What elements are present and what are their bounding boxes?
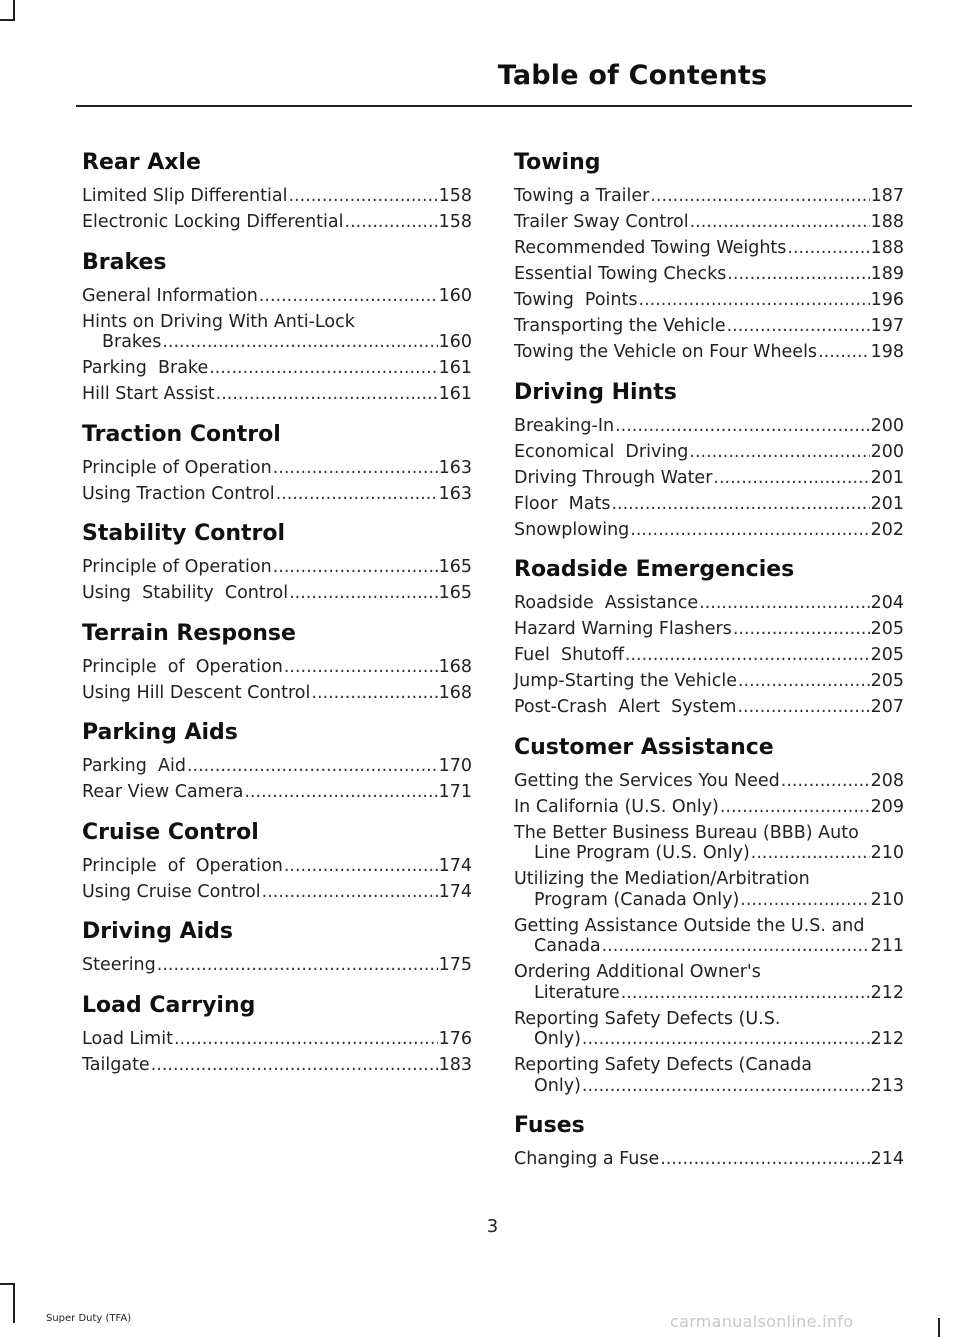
dot-leader <box>787 238 869 259</box>
section-title: Fuses <box>514 1113 585 1138</box>
toc-entry[interactable] <box>82 484 472 505</box>
dot-leader <box>751 843 870 864</box>
dot-leader <box>582 1076 870 1097</box>
entry-page-number: 212 <box>870 982 904 1003</box>
dot-leader <box>738 671 870 692</box>
section-title: Roadside Emergencies <box>514 557 795 582</box>
entry-label: Rear View Camera <box>82 782 244 802</box>
entry-page-number: 163 <box>438 483 472 504</box>
entry-label-continued: Only) <box>534 1075 581 1096</box>
toc-section <box>514 150 904 363</box>
entry-label: Utilizing the Mediation/Arbitration <box>514 869 810 889</box>
entry-page-number: 161 <box>438 358 472 378</box>
crop-mark <box>13 1283 15 1323</box>
dot-leader <box>639 290 870 311</box>
dot-leader <box>660 1149 869 1170</box>
entry-label: Using Traction Control <box>82 483 275 504</box>
dot-leader <box>615 416 870 437</box>
toc-entry[interactable] <box>514 671 904 692</box>
toc-entry[interactable] <box>514 468 904 489</box>
dot-leader <box>689 442 869 463</box>
dot-leader <box>216 384 438 405</box>
entry-label: Principle of Operation <box>82 855 283 876</box>
entry-label: Economical Driving <box>514 441 689 462</box>
entry-label: Ordering Additional Owner's <box>514 962 761 982</box>
entry-label: Towing Points <box>514 290 638 310</box>
toc-entry[interactable] <box>82 212 472 233</box>
dot-leader <box>187 756 438 777</box>
entry-page-number: 171 <box>438 782 472 802</box>
section-title: Towing <box>514 150 601 175</box>
entry-label-continued: Brakes <box>102 332 162 352</box>
entry-page-number: 175 <box>438 955 472 975</box>
crop-mark <box>13 0 15 20</box>
entry-page-number: 170 <box>438 756 472 776</box>
dot-leader <box>818 342 870 363</box>
section-title: Cruise Control <box>82 819 259 845</box>
entry-page-number: 189 <box>870 264 904 284</box>
toc-section <box>82 919 472 976</box>
entry-label: Fuel Shutoff <box>514 645 624 665</box>
entry-label: Recommended Towing Weights <box>514 238 787 258</box>
entry-label: Principle of Operation <box>82 557 272 577</box>
entry-label: Towing the Vehicle on Four Wheels <box>514 342 818 362</box>
dot-leader <box>733 619 870 640</box>
entry-label: Limited Slip Differential <box>82 186 288 206</box>
entry-label: Roadside Assistance <box>514 593 699 613</box>
toc-section <box>82 150 472 233</box>
section-title: Driving Aids <box>82 919 234 944</box>
toc-entry[interactable] <box>514 823 904 864</box>
dot-leader <box>621 983 870 1004</box>
toc-entry[interactable] <box>514 186 904 207</box>
dot-leader <box>311 683 437 704</box>
dot-leader <box>602 936 870 957</box>
entry-page-number: 212 <box>870 1029 904 1049</box>
entry-page-number: 205 <box>870 671 904 691</box>
dot-leader <box>289 583 437 604</box>
dot-leader <box>699 593 869 614</box>
section-title: Load Carrying <box>82 992 256 1018</box>
entry-label: Hints on Driving With Anti-Lock <box>82 311 355 332</box>
section-title: Rear Axle <box>82 150 201 175</box>
entry-page-number: 202 <box>870 519 904 540</box>
entry-page-number: 211 <box>870 936 904 956</box>
entry-page-number: 168 <box>438 682 472 703</box>
dot-leader <box>262 882 438 903</box>
toc-entry[interactable] <box>514 442 904 463</box>
toc-entry[interactable] <box>514 645 904 666</box>
entry-page-number: 174 <box>438 881 472 902</box>
entry-label: Towing a Trailer <box>514 186 650 206</box>
footer-model: Super Duty (TFA) <box>46 1313 132 1324</box>
dot-leader <box>737 697 869 718</box>
entry-label: Snowplowing <box>514 519 630 540</box>
dot-leader <box>727 264 869 285</box>
toc-entry[interactable] <box>514 290 904 311</box>
entry-page-number: 161 <box>438 384 472 404</box>
toc-section <box>82 993 472 1076</box>
entry-page-number: 207 <box>870 697 904 717</box>
entry-label-continued: Line Program (U.S. Only) <box>534 843 750 863</box>
toc-entry[interactable] <box>82 583 472 604</box>
toc-entry[interactable] <box>514 1009 904 1050</box>
dot-leader <box>174 1029 438 1050</box>
toc-entry[interactable] <box>82 657 472 678</box>
entry-label: Trailer Sway Control <box>514 212 689 232</box>
toc-entry[interactable] <box>514 916 904 957</box>
entry-page-number: 210 <box>870 889 904 910</box>
dot-leader <box>209 358 437 379</box>
entry-label-continued: Only) <box>534 1029 581 1049</box>
entry-page-number: 201 <box>870 493 904 514</box>
entry-page-number: 200 <box>870 415 904 436</box>
section-title: Stability Control <box>82 521 286 546</box>
entry-page-number: 174 <box>438 855 472 876</box>
toc-entry[interactable] <box>82 384 472 405</box>
entry-label: Reporting Safety Defects (Canada <box>514 1055 812 1075</box>
dot-leader <box>781 771 870 792</box>
toc-entry[interactable] <box>82 186 472 207</box>
dot-leader <box>630 520 869 541</box>
toc-entry[interactable] <box>82 286 472 307</box>
entry-page-number: 209 <box>870 796 904 817</box>
toc-entry[interactable] <box>82 756 472 777</box>
dot-leader <box>611 494 869 515</box>
toc-entry[interactable] <box>514 238 904 259</box>
section-title: Terrain Response <box>82 620 296 646</box>
entry-label: Post-Crash Alert System <box>514 697 737 717</box>
toc-entry[interactable] <box>514 962 904 1003</box>
entry-page-number: 168 <box>438 656 472 677</box>
toc-section <box>82 521 472 604</box>
entry-page-number: 165 <box>438 557 472 577</box>
dot-leader <box>157 955 438 976</box>
dot-leader <box>345 212 438 233</box>
toc-section <box>514 380 904 541</box>
dot-leader <box>151 1055 438 1076</box>
toc-section <box>82 422 472 505</box>
entry-label: Driving Through Water <box>514 467 713 488</box>
entry-page-number: 213 <box>870 1075 904 1096</box>
toc-entry[interactable] <box>514 342 904 363</box>
section-title: Customer Assistance <box>514 734 774 760</box>
entry-page-number: 176 <box>438 1028 472 1049</box>
toc-section <box>82 720 472 803</box>
entry-label-continued: Program (Canada Only) <box>534 889 740 910</box>
entry-page-number: 205 <box>870 619 904 639</box>
toc-section <box>82 621 472 704</box>
toc-entry[interactable] <box>82 458 472 479</box>
section-title: Traction Control <box>82 421 281 447</box>
entry-label: Electronic Locking Differential <box>82 212 344 232</box>
entry-label: Hazard Warning Flashers <box>514 619 732 639</box>
left-column <box>82 150 472 1092</box>
entry-page-number: 200 <box>870 441 904 462</box>
toc-entry[interactable] <box>82 557 472 578</box>
entry-page-number: 187 <box>870 186 904 206</box>
dot-leader <box>690 212 870 233</box>
toc-entry[interactable] <box>82 955 472 976</box>
toc-entry[interactable] <box>514 619 904 640</box>
dot-leader <box>276 484 438 505</box>
entry-page-number: 188 <box>870 238 904 258</box>
toc-entry[interactable] <box>82 782 472 803</box>
header-divider <box>76 105 912 107</box>
dot-leader <box>582 1029 870 1050</box>
toc-entry[interactable] <box>514 1149 904 1170</box>
entry-label: Essential Towing Checks <box>514 264 727 284</box>
dot-leader <box>244 782 437 803</box>
entry-label: Using Hill Descent Control <box>82 682 311 703</box>
entry-label: General Information <box>82 285 258 306</box>
toc-entry[interactable] <box>514 264 904 285</box>
entry-page-number: 204 <box>870 593 904 613</box>
entry-page-number: 158 <box>438 186 472 206</box>
entry-label: Reporting Safety Defects (U.S. <box>514 1008 781 1029</box>
entry-page-number: 160 <box>438 332 472 352</box>
entry-page-number: 160 <box>438 285 472 306</box>
entry-label: Tailgate <box>82 1054 150 1075</box>
dot-leader <box>713 468 869 489</box>
dot-leader <box>284 856 438 877</box>
entry-page-number: 197 <box>870 316 904 336</box>
entry-label: Floor Mats <box>514 493 611 514</box>
entry-label: Getting Assistance Outside the U.S. and <box>514 915 865 936</box>
toc-entry[interactable] <box>514 212 904 233</box>
entry-label: Jump-Starting the Vehicle <box>514 671 737 691</box>
toc-entry[interactable] <box>514 416 904 437</box>
section-title: Brakes <box>82 249 167 275</box>
toc-entry[interactable] <box>514 697 904 718</box>
toc-entry[interactable] <box>514 797 904 818</box>
entry-label: In California (U.S. Only) <box>514 796 719 817</box>
toc-section <box>82 250 472 405</box>
entry-label: Principle of Operation <box>82 457 272 478</box>
entry-page-number: 188 <box>870 212 904 232</box>
entry-page-number: 183 <box>438 1054 472 1075</box>
toc-entry[interactable] <box>82 856 472 877</box>
toc-entry[interactable] <box>514 1055 904 1096</box>
toc-entry[interactable] <box>514 520 904 541</box>
entry-page-number: 214 <box>870 1149 904 1169</box>
entry-label: Load Limit <box>82 1028 173 1049</box>
section-title: Parking Aids <box>82 720 238 745</box>
dot-leader <box>720 797 870 818</box>
entry-label: Steering <box>82 955 156 975</box>
entry-page-number: 201 <box>870 467 904 488</box>
entry-label: Breaking-In <box>514 415 615 436</box>
entry-label: Parking Aid <box>82 756 186 776</box>
entry-label: The Better Business Bureau (BBB) Auto <box>514 822 859 843</box>
toc-section <box>82 820 472 903</box>
dot-leader <box>273 557 438 578</box>
toc-entry[interactable] <box>82 1029 472 1050</box>
watermark-logo: carmanualsonline.info <box>670 1312 854 1331</box>
entry-label: Hill Start Assist <box>82 384 215 404</box>
entry-page-number: 208 <box>870 770 904 791</box>
crop-mark <box>0 1283 15 1285</box>
toc-entry[interactable] <box>514 494 904 515</box>
dot-leader <box>288 186 437 207</box>
entry-label: Changing a Fuse <box>514 1149 660 1169</box>
toc-entry[interactable] <box>82 312 472 353</box>
entry-page-number: 196 <box>870 290 904 310</box>
dot-leader <box>727 316 870 337</box>
dot-leader <box>162 332 437 353</box>
entry-label: Transporting the Vehicle <box>514 316 726 336</box>
entry-label-continued: Canada <box>534 936 601 956</box>
entry-page-number: 158 <box>438 212 472 232</box>
entry-label-continued: Literature <box>534 982 620 1003</box>
toc-entry[interactable] <box>82 683 472 704</box>
toc-entry[interactable] <box>82 1055 472 1076</box>
toc-section <box>514 557 904 718</box>
toc-entry[interactable] <box>514 593 904 614</box>
page-title: Table of Contents <box>497 60 768 91</box>
entry-label: Principle of Operation <box>82 656 283 677</box>
toc-section <box>514 1113 904 1170</box>
dot-leader <box>650 186 869 207</box>
crop-mark <box>0 19 15 21</box>
crop-mark <box>938 1318 940 1337</box>
section-title: Driving Hints <box>514 379 677 405</box>
toc-entry[interactable] <box>514 771 904 792</box>
toc-entry[interactable] <box>82 358 472 379</box>
dot-leader <box>284 657 438 678</box>
page-number: 3 <box>486 1216 499 1237</box>
toc-entry[interactable] <box>514 316 904 337</box>
toc-entry[interactable] <box>82 882 472 903</box>
toc-entry[interactable] <box>514 869 904 910</box>
entry-page-number: 165 <box>438 583 472 603</box>
right-column <box>514 150 904 1187</box>
toc-section <box>514 735 904 1097</box>
dot-leader <box>625 645 870 666</box>
dot-leader <box>273 458 438 479</box>
entry-label: Parking Brake <box>82 358 209 378</box>
entry-label: Getting the Services You Need <box>514 770 780 791</box>
entry-page-number: 163 <box>438 457 472 478</box>
entry-page-number: 210 <box>870 843 904 863</box>
entry-label: Using Stability Control <box>82 583 289 603</box>
dot-leader <box>259 286 438 307</box>
entry-label: Using Cruise Control <box>82 881 261 902</box>
dot-leader <box>740 890 869 911</box>
entry-page-number: 198 <box>870 342 904 362</box>
entry-page-number: 205 <box>870 645 904 665</box>
